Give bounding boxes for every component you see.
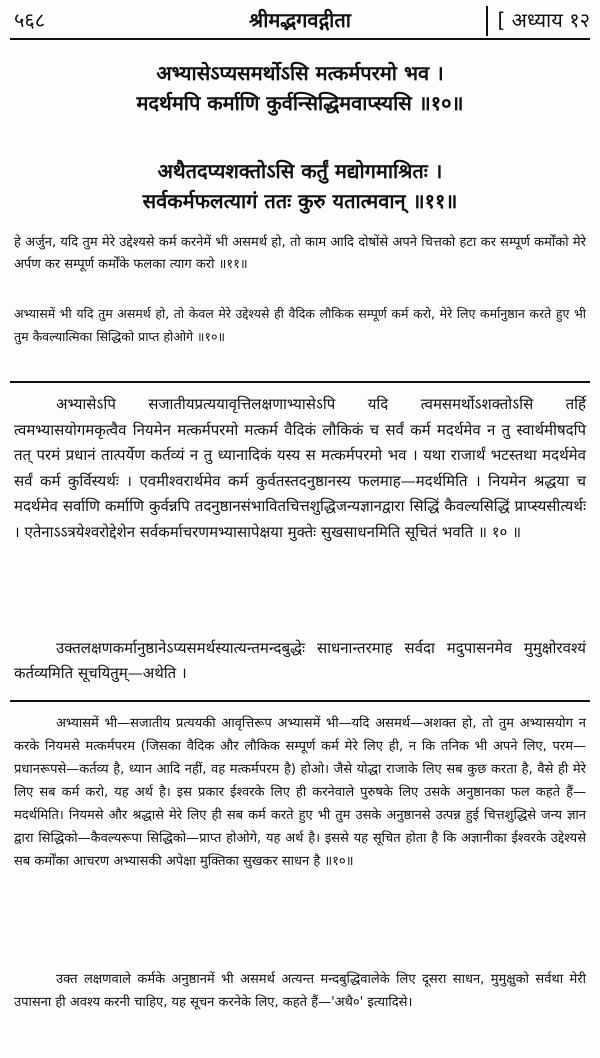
verse-11-line-1: अथैतदप्यशक्तोऽसि कर्तुं मद्योगमाश्रितः ।	[157, 159, 443, 183]
translation-verse-10: अभ्यासमें भी यदि तुम असमर्थ हो, तो केवल मेरे उद्देश्यसे ही वैदिक लौकिक सम्पूर्ण कर्म करो, मेरे लिए कर्मानुष्ठान करते हुए भी तुम कैवल्यात्मिका सिद्धिको प्राप्त होओगे ॥१०॥	[14, 306, 586, 344]
hindi-commentary-10: अभ्यासमें भी—सजातीय प्रत्ययकी आवृत्तिरूप अभ्यासमें भी—यदि असमर्थ—अशक्त हो, तो तुम अभ्यासयोग न करके नियमसे मत्कर्मपरम (जिसका वैदिक और लौकिक सम्पूर्ण कर्म मेरे लिए ही, न कि तनिक भी अपने लिए, परम—प्रधानरूपसे—कर्तव्य है, ध्यान आदि नहीं, वह मत्कर्मपरम है) होओ। जैसे योद्धा राजाके लिए सब कुछ करता है, वैसे ही मेरे लिए सब कर्म करो, यह अर्थ है। इस प्रकार ईश्वरके लिए ही करनेवाले पुरुषके लिए उसके अनुष्ठानका फल कहते हैं—मदर्थमिति। नियमसे और श्रद्धासे मेरे लिए ही सब कर्म करते हुए भी तुम उसके अनुष्ठानसे उत्पन्न हुई चित्तशुद्धिसे जन्य ज्ञान द्वारा सिद्धिको—कैवल्यरूपा सिद्धिको—प्राप्त होओगे, यह अर्थ है। इससे यह सूचित होता है कि अज्ञानीका ईश्वरके उद्देश्यसे सब कर्मोंका आचरण अभ्यासकी अपेक्षा मुक्तिका सुखकर साधन है ॥१०॥	[14, 716, 586, 869]
hindi-commentary-11-intro: उक्त लक्षणवाले कर्मके अनुष्ठानमें भी असमर्थ अत्यन्त मन्दबुद्धिवालेके लिए दूसरा साधन, मुमुक्षुको सर्वथा मेरी उपासना ही अवश्य करनी चाहिए, यह सूचन करनेके लिए, कहते हैं—'अथै०' इत्यादिसे।	[14, 972, 586, 1010]
page-number: ५६८	[14, 8, 46, 32]
verse-11	[0, 156, 600, 216]
verse-10-line-2: मदर्थमपि कर्माणि कुर्वन्सिद्धिमवाप्स्यसि ॥१०॥	[136, 91, 464, 115]
verse-10	[0, 58, 600, 118]
translation-verse-11: हे अर्जुन, यदि तुम मेरे उद्देश्यसे कर्म करनेमें भी असमर्थ हो, तो काम आदि दोषोंसे अपने चित्तको हटा कर सम्पूर्ण कर्मोंको मेरे अर्पण कर सम्पूर्ण कर्मोंके फलका त्याग करो ॥११॥	[14, 235, 586, 272]
sanskrit-commentary-10: अभ्यासेऽपि सजातीयप्रत्ययावृत्तिलक्षणाभ्यासेऽपि यदि त्वमसमर्थोऽशक्तोऽसि तर्हि त्वमभ्यासयोगमकृत्वैव नियमेन मत्कर्मपरमो मत्कर्म वैदिकं लौकिकं च सर्वं कर्म मदर्थमेव न तु स्वार्थमीषदपि तत् परमं प्रधानं तात्पर्येण कर्तव्यं न तु ध्यानादिकं यस्य स मत्कर्मपरमो भव । यथा राजार्थं भटस्तथा मदर्थमेव सर्वं कर्म कुर्विस्यर्थः । एवमीश्वरार्थमेव कर्म कुर्वतस्तदनुष्ठानस्य फलमाह—मदर्थमिति । नियमेन श्रद्धया च मदर्थमेव सर्वाणि कर्माणि कुर्वन्नपि तदनुष्ठानसंभावितचित्तशुद्धिजन्यज्ञानद्वारा सिद्धिं कैवल्यसिद्धिं प्राप्स्यसीत्यर्थः । एतेनाऽऽत्रयेश्वरोद्देशेन सर्वकर्माचरणमभ्यासापेक्षया मुक्तेः सुखसाधनमिति सूचितं भवति ॥ १० ॥	[14, 395, 586, 541]
verse-10-line-1: अभ्यासेऽप्यसमर्थोऽसि मत्कर्मपरमो भव ।	[156, 61, 444, 85]
running-title: श्रीमद्भगवद्गीता	[249, 8, 351, 32]
divider	[10, 700, 590, 702]
verse-11-line-2: सर्वकर्मफलत्यागं ततः कुरु यतात्मवान् ॥११॥	[142, 189, 458, 213]
page-header	[10, 4, 590, 40]
divider	[10, 381, 590, 383]
sanskrit-commentary-11-intro: उक्तलक्षणकर्मानुष्ठानेऽप्यसमर्थस्यात्यन्तमन्दबुद्धेः साधनान्तरमाह सर्वदा मदुपासनमेव मुमुक्षोरवश्यं कर्तव्यमिति सूचयितुम्—अथेति ।	[14, 639, 586, 682]
chapter-label: [ अध्याय १२	[486, 6, 591, 36]
